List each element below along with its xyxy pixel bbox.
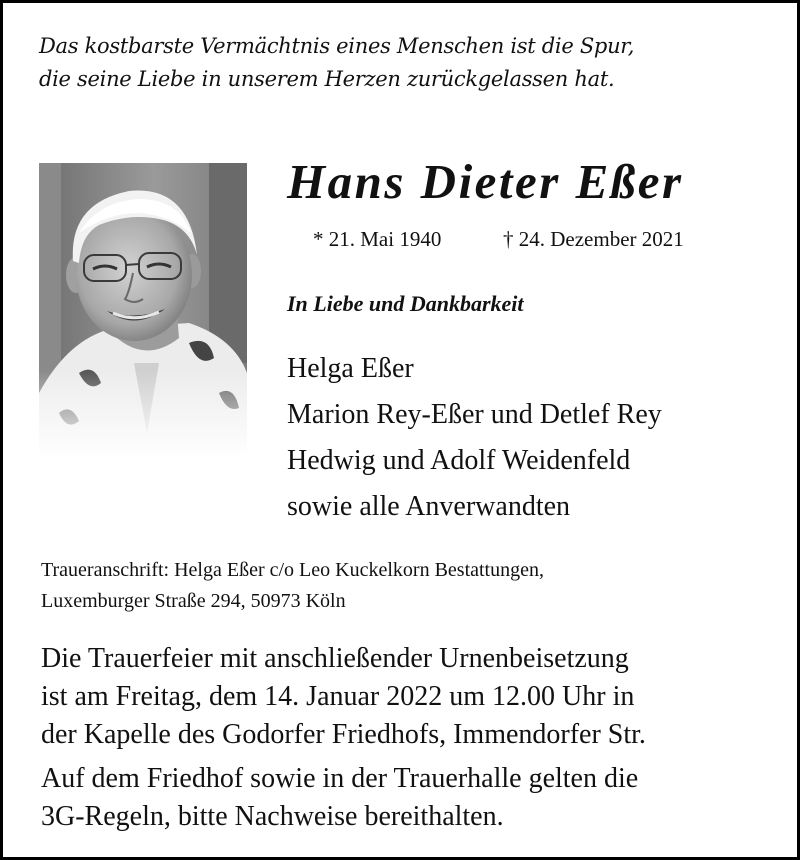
deceased-name: Hans Dieter Eßer (287, 154, 684, 209)
mourner-item: Helga Eßer (287, 353, 414, 384)
ceremony-line-3: der Kapelle des Godorfer Friedhofs, Immendorfer Str. (41, 719, 646, 750)
ceremony-info (41, 640, 646, 754)
ceremony-line-2: ist am Freitag, dem 14. Januar 2022 um 12.00 Uhr in (41, 681, 635, 712)
address-line-2: Luxemburger Straße 294, 50973 Köln (41, 590, 346, 612)
mourner-item: Marion Rey-Eßer und Detlef Rey (287, 399, 662, 430)
quote-line-1: Das kostbarste Vermächtnis eines Menschen ist die Spur, (39, 34, 635, 58)
life-dates (313, 227, 684, 252)
mourner-item: Hedwig und Adolf Weidenfeld (287, 445, 631, 476)
address-line-1: Traueranschrift: Helga Eßer c/o Leo Kuckelkorn Bestattungen, (41, 559, 544, 581)
portrait-illustration (39, 163, 247, 459)
memorial-quote (39, 30, 779, 96)
mourner-item: sowie alle Anverwandten (287, 491, 571, 522)
dedication-text: In Liebe und Dankbarkeit (287, 291, 524, 316)
covid-line-2: 3G-Regeln, bitte Nachweise bereithalten. (41, 801, 504, 832)
mourning-address (41, 555, 544, 617)
covid-line-1: Auf dem Friedhof sowie in der Trauerhalle gelten die (41, 763, 639, 794)
covid-rules (41, 760, 638, 836)
birth-date: * 21. Mai 1940 (313, 227, 442, 251)
mourners-list (287, 346, 662, 530)
portrait-photo (39, 163, 247, 459)
quote-line-2: die seine Liebe in unserem Herzen zurückgelassen hat. (39, 67, 615, 91)
death-date: † 24. Dezember 2021 (503, 227, 684, 251)
ceremony-line-1: Die Trauerfeier mit anschließender Urnenbeisetzung (41, 643, 629, 674)
